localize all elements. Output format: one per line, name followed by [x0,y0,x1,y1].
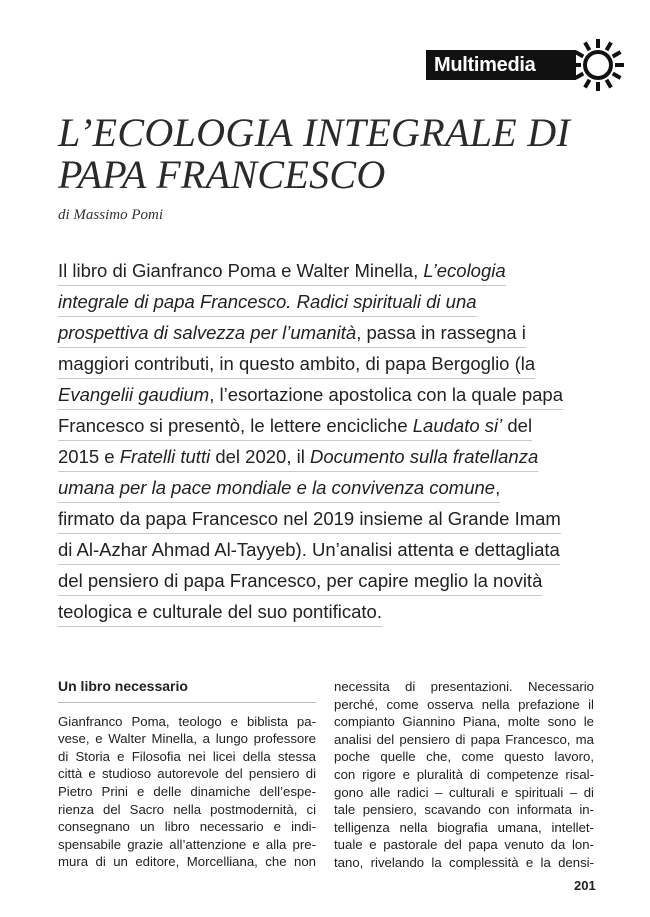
sun-ray [575,74,583,79]
body-line: vese, e Walter Minella, a lungo professore [58,731,316,747]
body-line: tano, rivelando la complessità e la densi- [334,854,594,870]
abstract-text: , l’esortazione apostolica con la quale papa [209,384,563,405]
body-line: Gianfranco Poma, teologo e biblista pa- [58,713,316,729]
abstract-line [58,441,578,472]
abstract-line [58,410,578,441]
abstract-italic-text: L’ecologia [423,260,506,281]
abstract-line [58,472,578,503]
sun-ray [607,42,612,50]
body-line: gono alle radici – culturali e spirituali – di [334,784,594,800]
abstract [58,255,578,627]
body-line: compianto Giannino Piana, molte sono le [334,714,594,730]
section-label: Multimedia [434,54,536,76]
article-title [58,112,618,196]
body-line: tuale e pastorale del papa venuto da lon- [334,837,594,853]
body-line: città e studioso autorevole del pensiero di [58,766,316,782]
abstract-text: Francesco si presentò, le lettere encicliche [58,415,413,436]
body-line: perché, come osserva nella prefazione il [334,696,594,712]
body-line: analisi del pensiero di papa Francesco, ma [334,731,594,747]
body-line: poche quelle che, come questo lavoro, [334,749,594,765]
body-line: rienza del Sacro nella postmodernità, ci [58,801,316,817]
body-column-right [334,678,594,872]
body-line: spensabile grazie all’attenzione e alla pre- [58,836,316,852]
body-line: Pietro Prini e delle dinamiche dell’espe- [58,783,316,799]
sun-icon [570,37,626,93]
abstract-italic-text: Fratelli tutti [119,446,211,467]
abstract-line [58,534,578,565]
abstract-line [58,596,578,627]
abstract-line [58,317,578,348]
body-line: mura di un editore, Morcelliana, che non [58,854,316,870]
section-heading: Un libro necessario [58,678,316,703]
title-line2: PAPA FRANCESCO [58,152,386,197]
page-number: 201 [574,878,596,893]
abstract-text: di Al-Azhar Ahmad Al-Tayyeb). Un’analisi attenta e dettagliata [58,539,560,560]
sun-ray [575,52,583,57]
body-line: di Storia e Filosofia nei licei della stessa [58,748,316,764]
abstract-line [58,255,578,286]
abstract-italic-text: prospettiva di salvezza per l’umanità [58,322,357,343]
body-line: tale pensiero, scavando con informata in- [334,802,594,818]
sun-ray [585,80,590,88]
abstract-text: del pensiero di papa Francesco, per capire meglio la novità [58,570,543,591]
abstract-italic-text: Documento sulla fratellanza [309,446,539,467]
sun-ray [585,42,590,50]
abstract-line [58,286,578,317]
abstract-italic-text: Laudato si’ [412,415,503,436]
abstract-italic-text: integrale di papa Francesco. Radici spirituali di una [58,291,477,312]
body-line: necessita di presentazioni. Necessario [334,679,594,694]
abstract-text: , passa in rassegna i [356,322,526,343]
abstract-text: maggiori contributi, in questo ambito, di papa Bergoglio (la [58,353,536,374]
abstract-italic-text: Evangelii gaudium [58,384,210,405]
abstract-text: del 2020, il [210,446,310,467]
sun-ray [613,52,621,57]
abstract-line [58,565,578,596]
body-line: telligenza nella biografia umana, intellet- [334,819,594,835]
body-column-left [58,678,316,871]
abstract-text: , [495,477,501,498]
abstract-text: teologica e culturale del suo pontificato. [58,601,382,622]
abstract-line [58,348,578,379]
sun-ray [613,74,621,79]
body-line: con rigore e pluralità di competenze risal- [334,766,594,782]
author-byline: di Massimo Pomi [58,207,163,223]
left-column-text [58,713,316,871]
abstract-text: firmato da papa Francesco nel 2019 insieme al Grande Imam [58,508,561,529]
right-column-text [334,678,594,872]
title-line1-a: L’ECOLOGIA [58,110,293,155]
sun-ray [607,80,612,88]
abstract-italic-text: umana per la pace mondiale e la convivenza comune [58,477,496,498]
body-line: consegnano un libro necessario e indi- [58,819,316,835]
abstract-text: 2015 e [58,446,120,467]
abstract-text: del [502,415,533,436]
abstract-line [58,379,578,410]
abstract-text: Il libro di Gianfranco Poma e Walter Minella, [58,260,424,281]
abstract-line [58,503,578,534]
section-badge [426,50,576,80]
title-line1-b: INTEGRALE DI [303,110,571,155]
